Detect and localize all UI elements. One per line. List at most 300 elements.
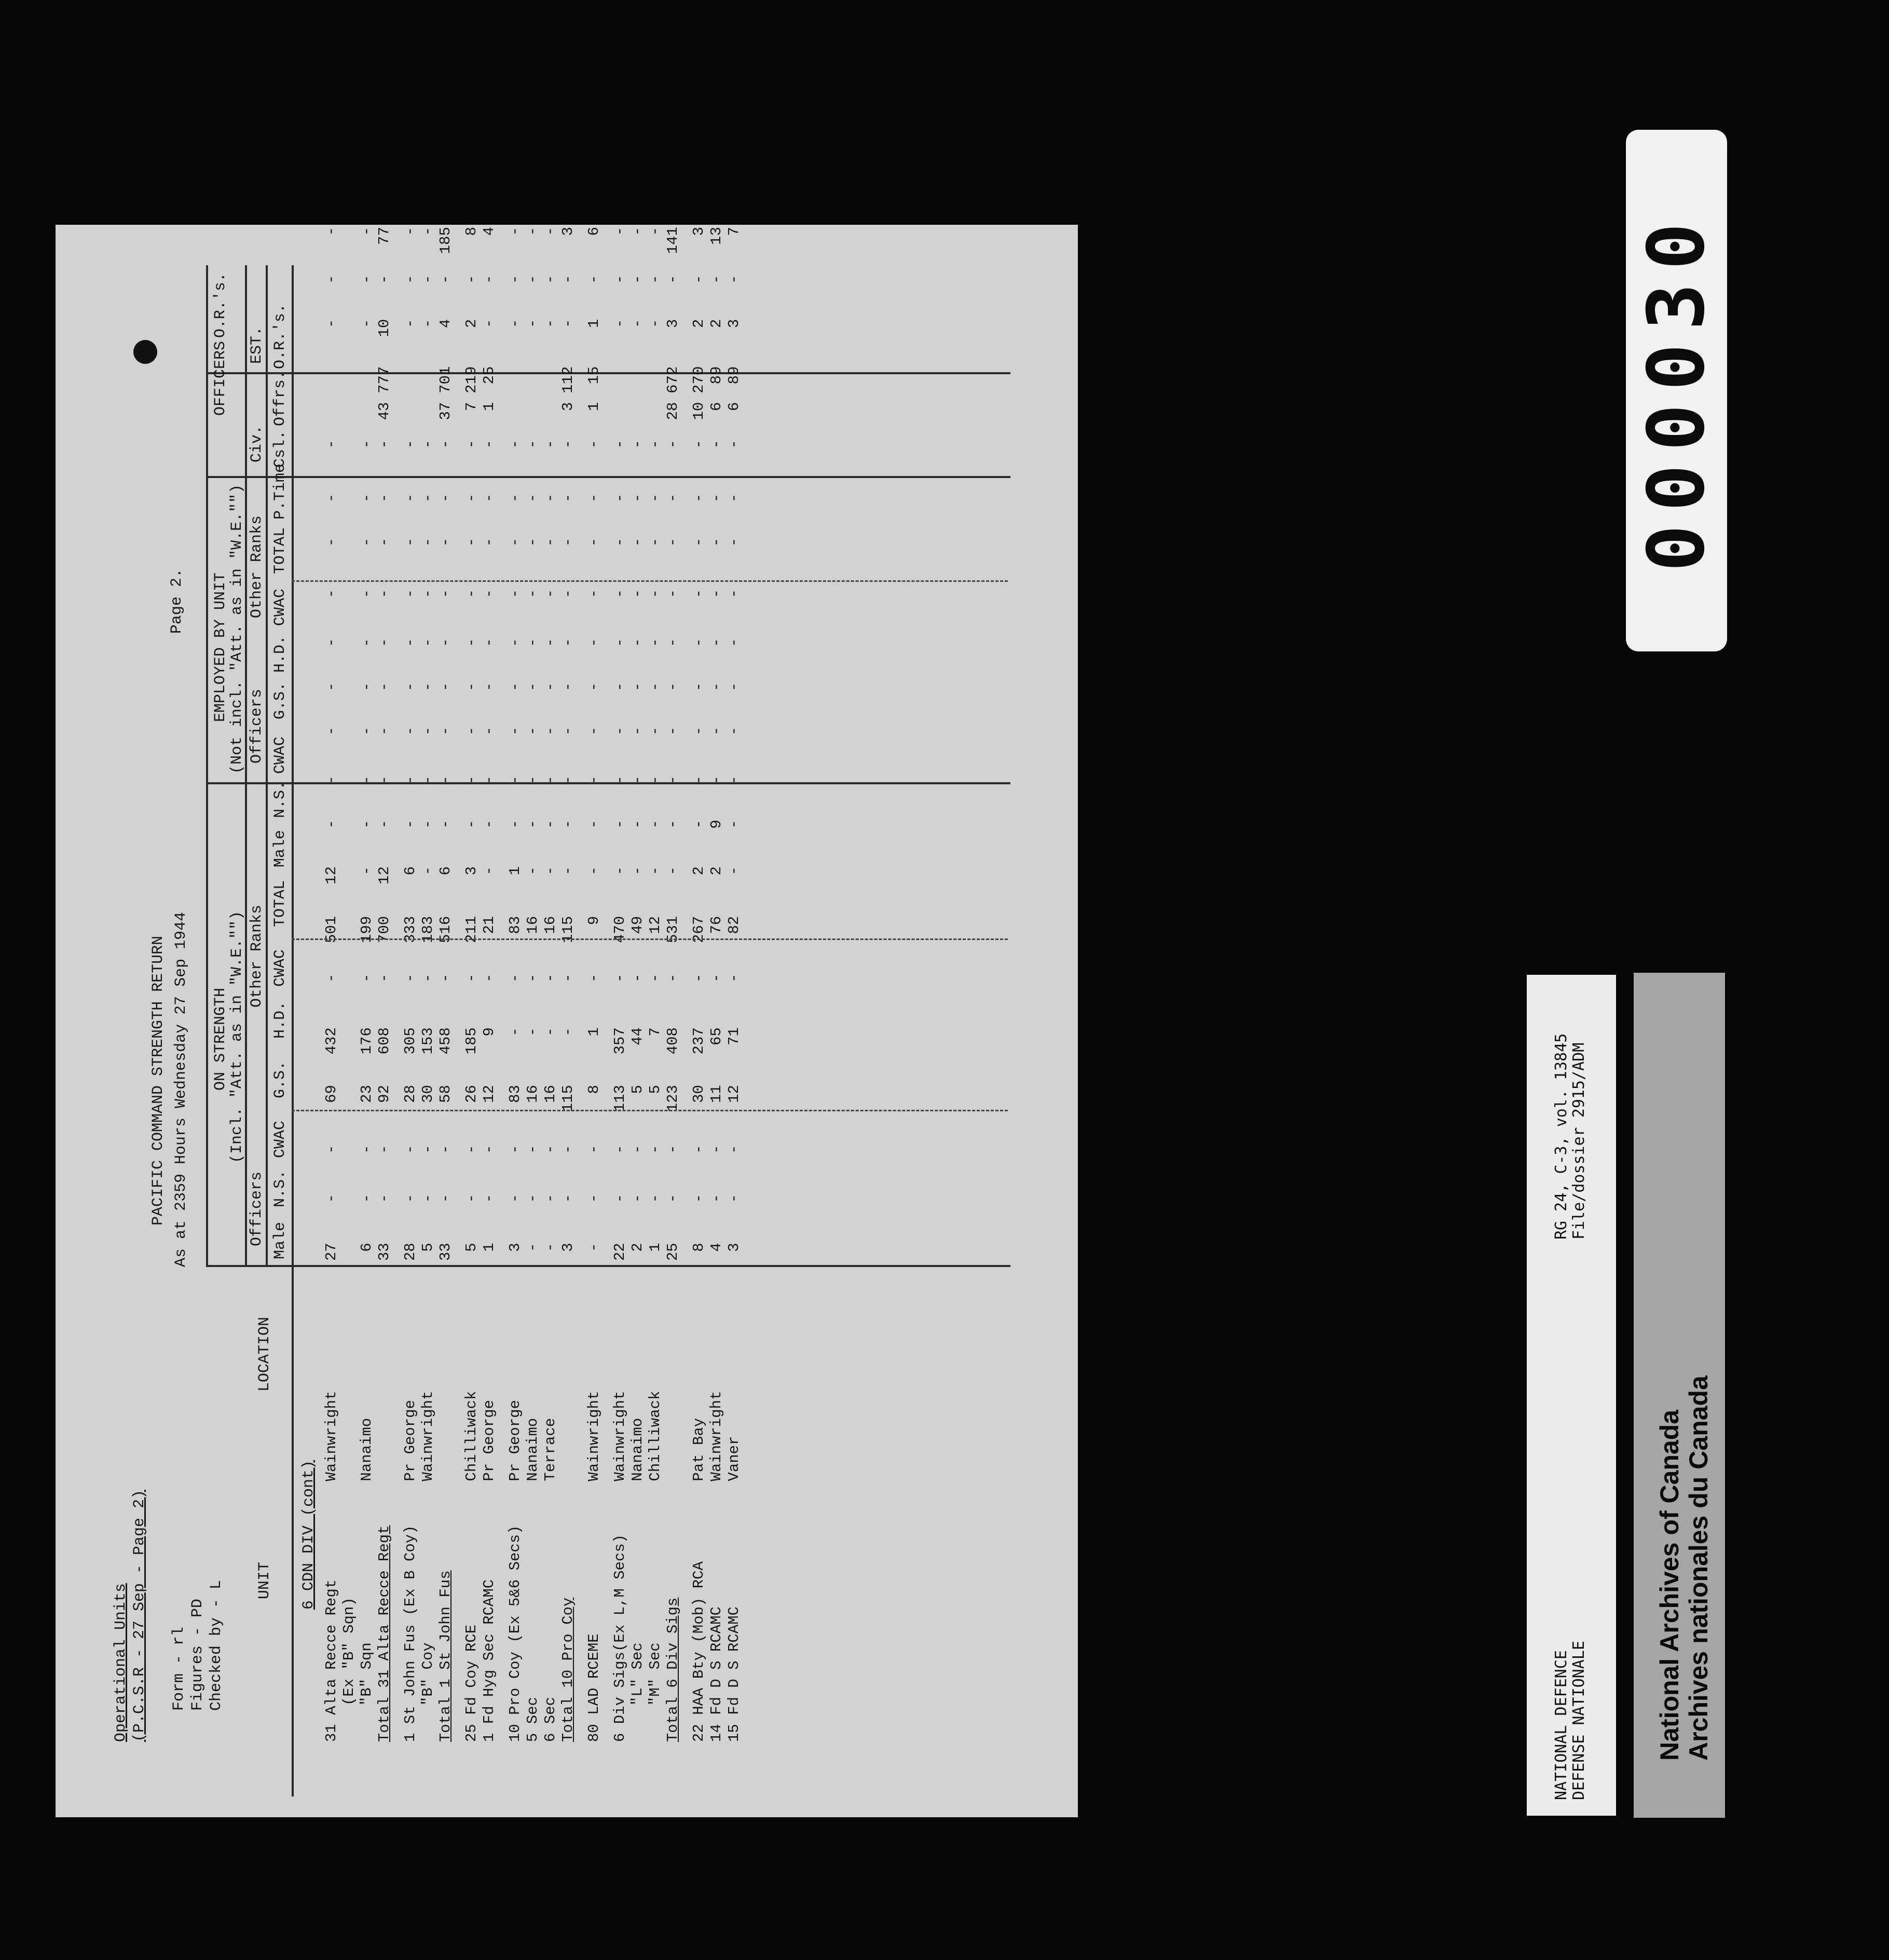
cell-emp-ns: - bbox=[524, 820, 541, 829]
location-cell: Wainwright bbox=[708, 1391, 725, 1481]
cell-csl: - bbox=[708, 493, 725, 503]
cell-emp-male: 1 bbox=[507, 866, 524, 876]
cell-emp-cwac-or: - bbox=[402, 638, 419, 647]
unit-cell: 6 Div Sigs(Ex L,M Secs) bbox=[611, 1534, 628, 1742]
cell-cwac-or: - bbox=[402, 973, 419, 983]
cell-over-offrs: - bbox=[358, 319, 375, 328]
dashed-guide bbox=[292, 1110, 1008, 1111]
cell-total: 16 bbox=[542, 916, 559, 934]
cell-hd: 185 bbox=[463, 1027, 480, 1055]
unit-cell: "B" Sqn bbox=[358, 1642, 375, 1706]
reference-card bbox=[1527, 975, 1616, 1816]
figures-by: Figures - PD bbox=[189, 1598, 207, 1711]
cell-ors bbox=[647, 400, 664, 438]
table-row bbox=[463, 225, 481, 1742]
cell-emp-total: - bbox=[463, 589, 480, 598]
cell-over-offrs: 2 bbox=[690, 319, 707, 328]
cell-over-offrs: 3 bbox=[726, 319, 743, 328]
col-total: TOTAL bbox=[271, 880, 289, 927]
cell-male: 1 bbox=[481, 1243, 498, 1252]
cell-emp-ns: - bbox=[376, 820, 393, 829]
table-row bbox=[481, 225, 498, 1742]
cell-ns: - bbox=[690, 1193, 707, 1203]
cell-short-offrs bbox=[507, 364, 524, 400]
reference-line-2: File/dossier 2915/ADM bbox=[1570, 1042, 1588, 1240]
civ-heading: Civ. bbox=[248, 425, 266, 462]
cell-over-ors: 77 bbox=[376, 227, 393, 245]
cell-over-offrs: - bbox=[402, 319, 419, 328]
cell-ns: - bbox=[402, 1193, 419, 1203]
cell-offrs: - bbox=[585, 440, 603, 449]
cell-short-ors: - bbox=[664, 275, 681, 284]
cell-male: 27 bbox=[323, 1243, 340, 1261]
short-ors-group: O.R.'s. bbox=[212, 272, 229, 338]
cell-emp-gs bbox=[340, 725, 358, 773]
cell-gs: 58 bbox=[437, 1085, 454, 1103]
cell-csl: - bbox=[376, 493, 393, 503]
cell-emp-cwac-or: - bbox=[611, 638, 628, 647]
cell-offrs: - bbox=[611, 440, 628, 449]
cell-emp-male: 12 bbox=[323, 866, 340, 884]
cell-short-offrs: 112 bbox=[559, 366, 577, 393]
cell-male: 5 bbox=[419, 1243, 436, 1252]
cell-emp-hd: - bbox=[463, 682, 480, 691]
cell-total bbox=[340, 914, 358, 972]
cell-emp-male: - bbox=[647, 866, 664, 876]
location-cell: Chilliwack bbox=[463, 1391, 480, 1481]
reference-line-1: RG 24, C-3, vol. 13845 bbox=[1552, 1033, 1570, 1240]
cell-emp-total: - bbox=[629, 589, 646, 598]
cell-emp-male: - bbox=[629, 866, 646, 876]
other-ranks-heading-employed: Other Ranks bbox=[248, 515, 266, 618]
form-reference: Operational Units bbox=[112, 1583, 130, 1742]
cell-emp-ns: - bbox=[585, 820, 603, 829]
cell-emp-male: - bbox=[726, 866, 743, 876]
cell-emp-gs: - bbox=[419, 726, 436, 736]
unit-cell: 25 Fd Coy RCE bbox=[463, 1624, 480, 1742]
document-page bbox=[56, 225, 1078, 1817]
cell-offrs: - bbox=[402, 440, 419, 449]
dashed-guide bbox=[292, 580, 1008, 582]
cell-over-offrs: - bbox=[629, 319, 646, 328]
cell-emp-cwac: - bbox=[690, 775, 707, 785]
cell-emp-hd: - bbox=[629, 682, 646, 691]
cell-over-offrs bbox=[340, 317, 358, 364]
cell-male bbox=[340, 1241, 358, 1276]
archives-banner-content bbox=[1634, 973, 1725, 1818]
cell-over-ors: - bbox=[647, 227, 664, 236]
cell-male: 25 bbox=[664, 1243, 681, 1261]
col-emp-cwac-or: CWAC bbox=[271, 588, 289, 626]
cell-ors bbox=[340, 400, 358, 438]
cell-short-offrs: 89 bbox=[726, 366, 743, 385]
cell-over-ors: 4 bbox=[481, 227, 498, 236]
unit-cell: 10 Pro Coy (Ex 5&6 Secs) bbox=[507, 1525, 524, 1742]
cell-hd: 176 bbox=[358, 1027, 375, 1055]
cell-ns: - bbox=[463, 1193, 480, 1203]
cell-over-ors: - bbox=[542, 227, 559, 236]
cell-emp-total: - bbox=[690, 589, 707, 598]
form-code: Form - rl bbox=[170, 1626, 188, 1711]
cell-male: 28 bbox=[402, 1243, 419, 1261]
cell-ns: - bbox=[664, 1193, 681, 1203]
table-row bbox=[585, 225, 603, 1742]
cell-emp-ns bbox=[340, 818, 358, 864]
cell-offrs: - bbox=[323, 440, 340, 449]
cell-over-ors: 3 bbox=[559, 227, 577, 236]
cell-ptime: - bbox=[542, 537, 559, 547]
cell-male: 22 bbox=[611, 1243, 628, 1261]
col-male: Male bbox=[271, 1221, 289, 1259]
cell-emp-gs: - bbox=[629, 726, 646, 736]
cell-emp-male: 3 bbox=[463, 866, 480, 876]
cell-short-offrs: 89 bbox=[708, 366, 725, 385]
cell-emp-hd: - bbox=[376, 682, 393, 691]
cell-emp-cwac: - bbox=[524, 775, 541, 785]
cell-short-ors: - bbox=[629, 275, 646, 284]
cell-hd: 608 bbox=[376, 1027, 393, 1055]
cell-short-offrs bbox=[402, 364, 419, 400]
row-spacer-cell bbox=[498, 225, 507, 1742]
location-cell: Wainwright bbox=[611, 1391, 628, 1481]
cell-emp-gs: - bbox=[708, 726, 725, 736]
cell-male: 33 bbox=[437, 1243, 454, 1261]
table-row bbox=[690, 225, 708, 1742]
cell-short-ors: - bbox=[585, 275, 603, 284]
cell-hd: 305 bbox=[402, 1027, 419, 1055]
cell-emp-ns: - bbox=[559, 820, 577, 829]
cell-offrs: - bbox=[629, 440, 646, 449]
cell-emp-gs: - bbox=[542, 726, 559, 736]
cell-ptime: - bbox=[559, 537, 577, 547]
cell-cwac: - bbox=[463, 1145, 480, 1154]
cell-ors bbox=[542, 400, 559, 438]
cell-total: 12 bbox=[647, 916, 664, 934]
cell-csl: - bbox=[647, 493, 664, 503]
cell-gs: 92 bbox=[376, 1085, 393, 1103]
location-cell bbox=[376, 1276, 393, 1485]
cell-short-offrs bbox=[323, 364, 340, 400]
cell-emp-hd: - bbox=[585, 682, 603, 691]
cell-hd: 458 bbox=[437, 1027, 454, 1055]
table-row bbox=[611, 225, 629, 1742]
cell-hd: 432 bbox=[323, 1027, 340, 1055]
cell-emp-gs: - bbox=[376, 726, 393, 736]
cell-ors bbox=[507, 400, 524, 438]
cell-total: 333 bbox=[402, 916, 419, 943]
cell-offrs: - bbox=[690, 440, 707, 449]
cell-cwac-or: - bbox=[585, 973, 603, 983]
col-csl: Csl. bbox=[271, 430, 289, 468]
table-row bbox=[323, 225, 340, 1742]
cell-over-offrs: - bbox=[507, 319, 524, 328]
cell-cwac-or: - bbox=[419, 973, 436, 983]
cell-ptime: - bbox=[507, 537, 524, 547]
cell-cwac: - bbox=[542, 1145, 559, 1154]
cell-offrs: - bbox=[419, 440, 436, 449]
cell-emp-hd: - bbox=[664, 682, 681, 691]
location-cell: Nanaimo bbox=[629, 1418, 646, 1481]
cell-ns: - bbox=[481, 1193, 498, 1203]
table-row bbox=[629, 225, 647, 1742]
cell-emp-cwac-or: - bbox=[542, 638, 559, 647]
cell-over-offrs: - bbox=[419, 319, 436, 328]
cell-ns: - bbox=[437, 1193, 454, 1203]
col-emp-total: TOTAL bbox=[271, 527, 289, 574]
cell-emp-hd: - bbox=[358, 682, 375, 691]
cell-over-ors: - bbox=[358, 227, 375, 236]
cell-short-offrs: 270 bbox=[690, 366, 707, 393]
location-cell bbox=[559, 1276, 577, 1485]
cell-emp-male: - bbox=[664, 866, 681, 876]
cell-over-ors: 7 bbox=[726, 227, 743, 236]
cell-short-ors: - bbox=[437, 275, 454, 284]
unit-cell: 22 HAA Bty (Mob) RCA bbox=[690, 1561, 707, 1742]
cell-total: 21 bbox=[481, 916, 498, 934]
on-strength-note: (Incl. "Att. as in "W.E."") bbox=[228, 910, 246, 1163]
col-offrs: Offrs. bbox=[271, 370, 289, 426]
cell-cwac-or: - bbox=[559, 973, 577, 983]
cell-emp-male: 6 bbox=[437, 866, 454, 876]
cell-emp-total: - bbox=[419, 589, 436, 598]
cell-cwac: - bbox=[611, 1145, 628, 1154]
cell-ors bbox=[524, 400, 542, 438]
cell-emp-ns: - bbox=[690, 820, 707, 829]
cell-emp-ns: - bbox=[481, 820, 498, 829]
cell-ors: 6 bbox=[708, 402, 725, 412]
cell-cwac: - bbox=[559, 1145, 577, 1154]
est-heading: EST. bbox=[248, 326, 266, 364]
location-cell: Wainwright bbox=[585, 1391, 603, 1481]
cell-emp-total bbox=[340, 587, 358, 636]
cell-emp-hd: - bbox=[726, 682, 743, 691]
cell-ors bbox=[358, 400, 376, 438]
unit-cell: 80 LAD RCEME bbox=[585, 1634, 603, 1742]
reference-line-4: DEFENSE NATIONALE bbox=[1570, 1640, 1588, 1800]
cell-ptime: - bbox=[323, 537, 340, 547]
unit-cell: Total 31 Alta Recce Regt bbox=[376, 1525, 393, 1742]
cell-cwac-or: - bbox=[664, 973, 681, 983]
col-emp-gs: G.S. bbox=[271, 682, 289, 719]
cell-total: 267 bbox=[690, 916, 707, 943]
cell-over-ors: 13 bbox=[708, 227, 725, 245]
cell-over-offrs: - bbox=[559, 319, 577, 328]
frame-counter bbox=[1626, 130, 1727, 651]
cell-ptime: - bbox=[419, 537, 436, 547]
frame-counter-number: 000030 bbox=[1631, 209, 1722, 572]
row-spacer-cell bbox=[682, 225, 690, 1742]
cell-emp-total: - bbox=[611, 589, 628, 598]
cell-male: 6 bbox=[358, 1243, 375, 1252]
cell-ptime: - bbox=[629, 537, 646, 547]
cell-ns: - bbox=[542, 1193, 559, 1203]
cell-emp-cwac-or: - bbox=[726, 638, 743, 647]
cell-emp-ns: - bbox=[323, 820, 340, 829]
cell-ptime: - bbox=[376, 537, 393, 547]
cell-emp-cwac: - bbox=[585, 775, 603, 785]
cell-emp-male: - bbox=[358, 866, 375, 876]
cell-ors: 1 bbox=[481, 402, 498, 412]
cell-emp-ns: - bbox=[647, 820, 664, 829]
cell-cwac-or: - bbox=[323, 973, 340, 983]
cell-csl: - bbox=[358, 493, 375, 503]
cell-short-offrs bbox=[647, 364, 664, 400]
cell-offrs: - bbox=[524, 440, 541, 449]
cell-emp-male: - bbox=[524, 866, 541, 876]
cell-short-ors: - bbox=[726, 275, 743, 284]
cell-offrs: - bbox=[437, 440, 454, 449]
row-spacer bbox=[393, 225, 402, 1742]
cell-gs: 5 bbox=[647, 1085, 664, 1094]
cell-csl: - bbox=[323, 493, 340, 503]
cell-over-ors: - bbox=[524, 227, 541, 236]
cell-emp-hd: - bbox=[647, 682, 664, 691]
officers-heading-employed: Officers bbox=[248, 688, 266, 764]
col-ors: O.R.'s. bbox=[271, 303, 289, 369]
cell-gs: 115 bbox=[559, 1085, 577, 1112]
cell-ptime: - bbox=[402, 537, 419, 547]
cell-csl: - bbox=[402, 493, 419, 503]
cell-emp-cwac-or: - bbox=[419, 638, 436, 647]
cell-ns: - bbox=[726, 1193, 743, 1203]
cell-over-offrs: - bbox=[647, 319, 664, 328]
cell-emp-gs: - bbox=[402, 726, 419, 736]
cell-csl: - bbox=[507, 493, 524, 503]
section-heading: 6 CDN DIV (cont) bbox=[300, 1460, 318, 1610]
cell-ors bbox=[611, 400, 629, 438]
cell-emp-cwac: - bbox=[323, 775, 340, 785]
cell-offrs: - bbox=[376, 440, 393, 449]
cell-cwac: - bbox=[585, 1145, 603, 1154]
cell-emp-male: 12 bbox=[376, 866, 393, 884]
cell-male: - bbox=[585, 1243, 603, 1252]
cell-cwac-or: - bbox=[524, 973, 541, 983]
col-ns: N.S. bbox=[271, 1169, 289, 1207]
total-row bbox=[437, 225, 455, 1742]
checked-by: Checked by - L bbox=[208, 1580, 225, 1711]
cell-gs: 5 bbox=[629, 1085, 646, 1094]
cell-emp-hd: - bbox=[419, 682, 436, 691]
cell-emp-cwac: - bbox=[611, 775, 628, 785]
cell-offrs: - bbox=[542, 440, 559, 449]
cell-emp-hd: - bbox=[690, 682, 707, 691]
cell-emp-cwac-or: - bbox=[376, 638, 393, 647]
cell-cwac-or: - bbox=[463, 973, 480, 983]
cell-emp-cwac: - bbox=[481, 775, 498, 785]
cell-emp-ns: - bbox=[463, 820, 480, 829]
cell-ptime: - bbox=[358, 537, 375, 547]
cell-gs: 28 bbox=[402, 1085, 419, 1103]
col-emp-ns: N.S. bbox=[271, 780, 289, 818]
cell-short-ors: - bbox=[402, 275, 419, 284]
cell-offrs bbox=[340, 438, 358, 492]
cell-ptime bbox=[340, 536, 358, 587]
cell-cwac: - bbox=[647, 1145, 664, 1154]
cell-short-ors: - bbox=[647, 275, 664, 284]
cell-emp-gs: - bbox=[664, 726, 681, 736]
cell-emp-gs: - bbox=[463, 726, 480, 736]
unit-cell: 14 Fd D S RCAMC bbox=[708, 1606, 725, 1742]
cell-emp-cwac-or bbox=[340, 636, 358, 680]
cell-csl bbox=[340, 492, 358, 536]
cell-csl: - bbox=[419, 493, 436, 503]
cell-over-offrs: 3 bbox=[664, 319, 681, 328]
column-header-rule bbox=[266, 265, 268, 1267]
cell-csl: - bbox=[524, 493, 541, 503]
col-emp-hd: H.D. bbox=[271, 635, 289, 673]
cell-cwac: - bbox=[358, 1145, 375, 1154]
location-cell: Vaner bbox=[726, 1436, 743, 1481]
col-gs: G.S. bbox=[271, 1060, 289, 1098]
cell-cwac: - bbox=[323, 1145, 340, 1154]
cell-hd: 357 bbox=[611, 1027, 628, 1055]
page-subtitle: As at 2359 Hours Wednesday 27 Sep 1944 bbox=[172, 911, 190, 1267]
location-heading: LOCATION bbox=[256, 1316, 273, 1392]
cell-over-offrs: - bbox=[323, 319, 340, 328]
cell-emp-cwac: - bbox=[463, 775, 480, 785]
cell-emp-cwac bbox=[340, 773, 358, 818]
cell-gs: 113 bbox=[611, 1085, 628, 1112]
cell-cwac: - bbox=[726, 1145, 743, 1154]
table-row bbox=[542, 225, 559, 1742]
cell-cwac: - bbox=[419, 1145, 436, 1154]
table-row bbox=[726, 225, 743, 1742]
cell-cwac-or: - bbox=[726, 973, 743, 983]
cell-gs: 11 bbox=[708, 1085, 725, 1103]
cell-short-offrs: 25 bbox=[481, 366, 498, 385]
cell-short-ors: - bbox=[524, 275, 541, 284]
cell-emp-male: - bbox=[585, 866, 603, 876]
cell-total: 700 bbox=[376, 916, 393, 943]
cell-total: 531 bbox=[664, 916, 681, 943]
row-spacer bbox=[682, 225, 690, 1742]
total-row bbox=[664, 225, 682, 1742]
cell-total: 470 bbox=[611, 916, 628, 943]
cell-offrs: - bbox=[358, 440, 375, 449]
cell-ptime: - bbox=[437, 537, 454, 547]
cell-short-ors: - bbox=[507, 275, 524, 284]
cell-over-offrs: 4 bbox=[437, 319, 454, 328]
cell-short-ors: - bbox=[559, 275, 577, 284]
cell-hd: - bbox=[507, 1027, 524, 1037]
cell-hd: 408 bbox=[664, 1027, 681, 1055]
cell-ptime: - bbox=[664, 537, 681, 547]
row-spacer-cell bbox=[603, 225, 611, 1742]
cell-csl: - bbox=[463, 493, 480, 503]
cell-emp-cwac-or: - bbox=[463, 638, 480, 647]
cell-short-offrs: 672 bbox=[664, 366, 681, 393]
location-cell: Pr George bbox=[507, 1399, 524, 1481]
page-number: Page 2. bbox=[168, 568, 186, 634]
cell-emp-gs: - bbox=[524, 726, 541, 736]
cell-emp-cwac: - bbox=[559, 775, 577, 785]
cell-emp-total: - bbox=[585, 589, 603, 598]
row-spacer-cell bbox=[393, 225, 402, 1742]
cell-cwac-or: - bbox=[481, 973, 498, 983]
cell-emp-cwac-or: - bbox=[629, 638, 646, 647]
location-cell: Chilliwack bbox=[647, 1391, 664, 1481]
cell-ptime: - bbox=[690, 537, 707, 547]
cell-short-ors: - bbox=[481, 275, 498, 284]
table-row bbox=[524, 225, 542, 1742]
cell-short-ors: - bbox=[358, 275, 375, 284]
archives-name-fr: Archives nationales du Canada bbox=[1684, 1376, 1713, 1761]
cell-cwac: - bbox=[690, 1145, 707, 1154]
cell-ns: - bbox=[507, 1193, 524, 1203]
cell-emp-cwac-or: - bbox=[585, 638, 603, 647]
cell-hd: 65 bbox=[708, 1027, 725, 1046]
cell-ors bbox=[323, 400, 340, 438]
